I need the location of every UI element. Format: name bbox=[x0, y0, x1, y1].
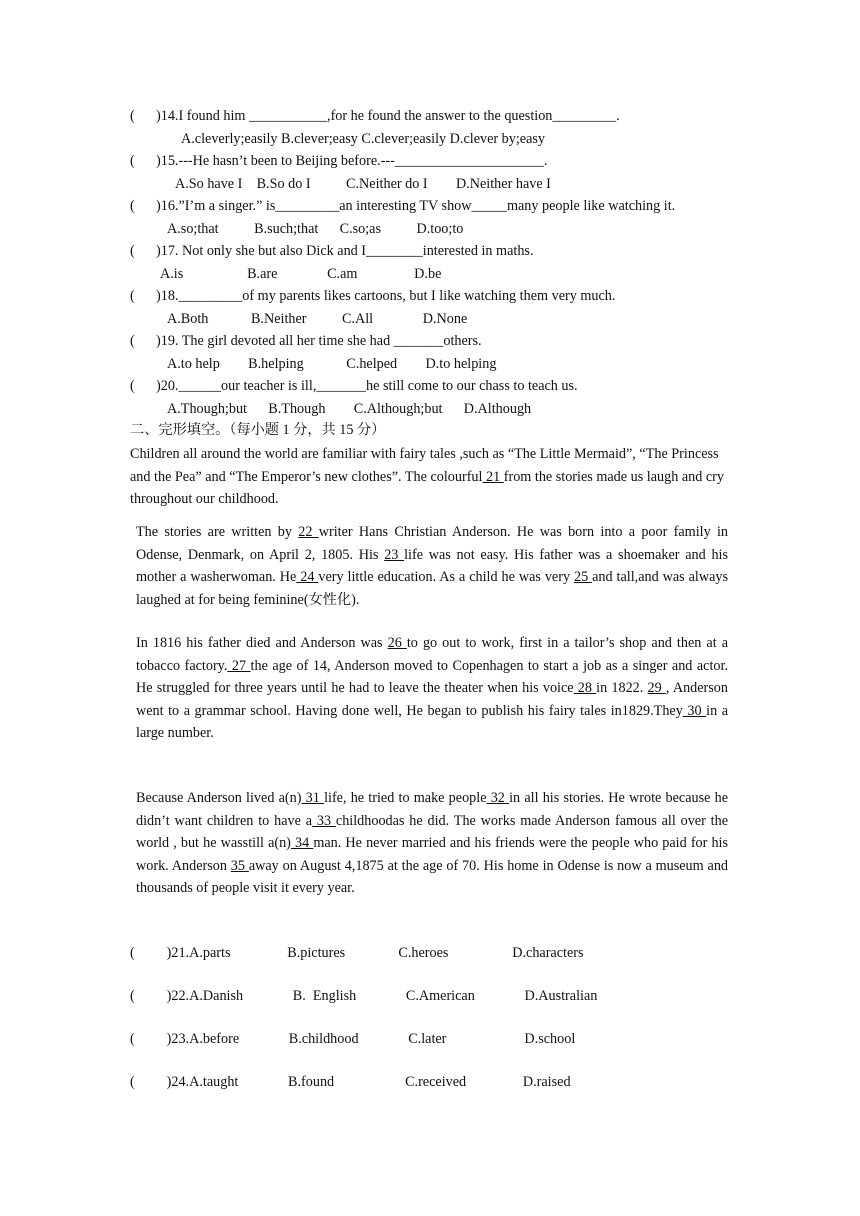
cloze-question-22: ( )22.A.Danish B. English C.American D.Australian bbox=[130, 988, 598, 1004]
question-16: ( )16.”I’m a singer.” is_________an interesting TV show_____many people like watching it. bbox=[130, 198, 676, 214]
question-17-options: A.is B.are C.am D.be bbox=[160, 266, 442, 282]
question-17: ( )17. Not only she but also Dick and I________interested in maths. bbox=[130, 243, 534, 259]
blank-24: 24 bbox=[296, 569, 319, 586]
cloze-question-23: ( )23.A.before B.childhood C.later D.school bbox=[130, 1031, 576, 1047]
blank-22: 22 bbox=[298, 524, 319, 540]
cloze-paragraph-4: Because Anderson lived a(n) 31 life, he tried to make people 32 in all his stories. He wrote because he didn’t want children to have a 33 childhoodas he did. The works made Anderson famous all over the world , but he wasstill a(n) 34 man. He never married and his friends were the people who paid for his work. Anderson 35 away on August 4,1875 at the age of 70. His home in Odense is now a museum and thousands of people visit it every year. bbox=[136, 790, 729, 897]
question-14-options: A.cleverly;easily B.clever;easy C.clever;easily D.clever by;easy bbox=[181, 131, 545, 147]
blank-31: 31 bbox=[301, 790, 325, 806]
question-15-options: A.So have I B.So do I C.Neither do I D.Neither have I bbox=[175, 176, 551, 192]
cloze-paragraph-3: In 1816 his father died and Anderson was 26 to go out to work, first in a tailor’s shop and then at a tobacco factory. 27 the age of 14, Anderson moved to Copenhagen to start a job as a singer and actor. He struggled for three years until he had to leave the theater when his voice 28 in 1822. 29 , Anderson went to a grammar school. Having done well, He began to publish his fairy tales in1829.They 30 in a large number. bbox=[136, 635, 729, 742]
question-16-options: A.so;that B.such;that C.so;as D.too;to bbox=[167, 221, 464, 237]
blank-21: 21 bbox=[482, 468, 504, 485]
question-15: ( )15.---He hasn’t been to Beijing before.---_____________________. bbox=[130, 153, 548, 169]
cloze-paragraph-2: The stories are written by 22 writer Hans Christian Anderson. He was born into a poor family in Odense, Denmark, on April 2, 1805. His 23 life was not easy. His father was a shoemaker and his mother a washerwoman. He 24 very little education. As a child he was very 25 and tall,and was always laughed at for being feminine(女性化). bbox=[136, 524, 729, 608]
question-18: ( )18._________of my parents likes cartoons, but I like watching them very much. bbox=[130, 288, 616, 304]
blank-23: 23 bbox=[384, 546, 405, 563]
question-20-options: A.Though;but B.Though C.Although;but D.Although bbox=[167, 401, 532, 417]
blank-25: 25 bbox=[573, 569, 593, 586]
cloze-question-24: ( )24.A.taught B.found C.received D.raised bbox=[130, 1074, 571, 1090]
question-14: ( )14.I found him ___________,for he found the answer to the question_________. bbox=[130, 108, 620, 124]
blank-29: 29 bbox=[647, 680, 666, 697]
cloze-question-21: ( )21.A.parts B.pictures C.heroes D.characters bbox=[130, 945, 584, 961]
blank-35: 35 bbox=[230, 857, 249, 874]
blank-27: 27 bbox=[227, 657, 251, 674]
blank-34: 34 bbox=[290, 835, 314, 852]
blank-26: 26 bbox=[387, 635, 407, 651]
blank-33: 33 bbox=[312, 812, 336, 829]
question-20: ( )20.______our teacher is ill,_______he still come to our chass to teach us. bbox=[130, 378, 578, 394]
question-19: ( )19. The girl devoted all her time she had _______others. bbox=[130, 333, 482, 349]
blank-32: 32 bbox=[486, 790, 510, 806]
question-18-options: A.Both B.Neither C.All D.None bbox=[167, 311, 468, 327]
blank-28: 28 bbox=[573, 680, 597, 697]
question-19-options: A.to help B.helping C.helped D.to helping bbox=[167, 356, 497, 372]
blank-30: 30 bbox=[682, 702, 707, 719]
cloze-paragraph-1: Children all around the world are familiar with fairy tales ,such as “The Little Mermaid”, “The Princess and the Pea” and “The Emperor’s new clothes”. The colourful 21 from the stories made us laugh and cry throughout our childhood. bbox=[130, 446, 724, 508]
section-heading-cloze: 二、完形填空。（每小题 1 分，共 15 分） bbox=[130, 422, 386, 438]
